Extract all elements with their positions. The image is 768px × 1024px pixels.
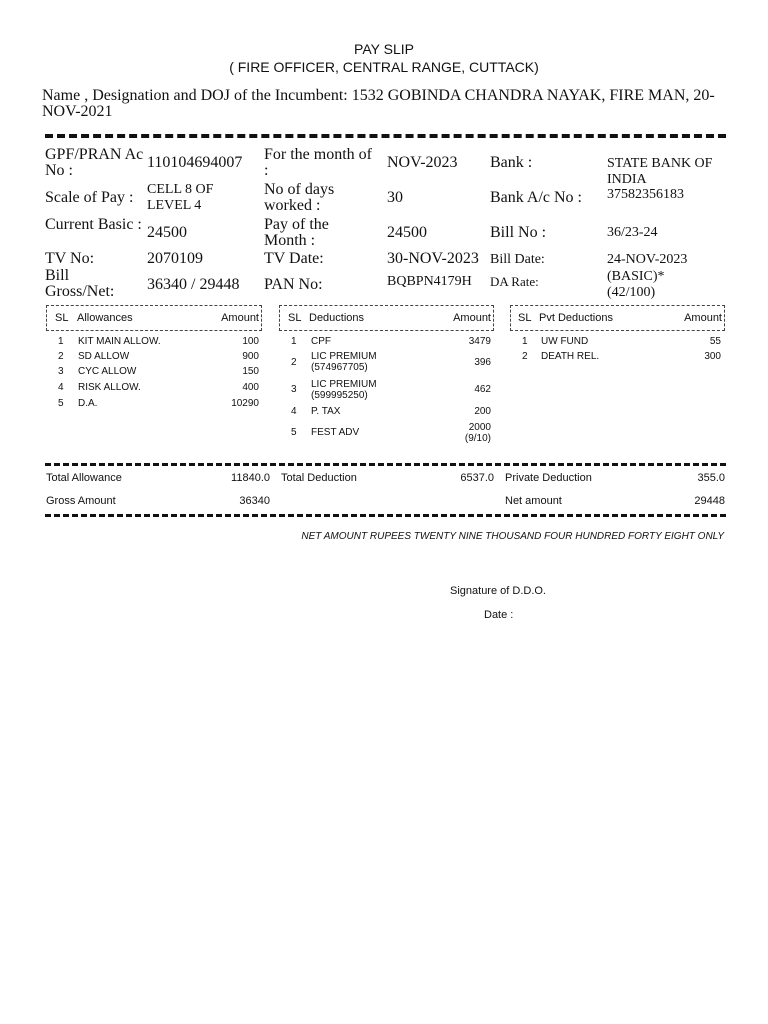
allowance-amount: 150 — [242, 366, 259, 377]
da-rate-label: DA Rate: — [490, 274, 539, 289]
pvt-deduction-name: UW FUND — [541, 336, 589, 347]
divider — [45, 514, 726, 517]
account-no-value: 37582356183 — [607, 187, 684, 202]
pvt-deduction-sl: 2 — [522, 351, 528, 362]
pvt-deductions-heading: Pvt Deductions — [539, 312, 613, 324]
deductions-heading: Deductions — [309, 312, 365, 324]
signature-label: Signature of D.D.O. — [450, 585, 546, 597]
bill-date-label: Bill Date: — [490, 252, 545, 267]
allowance-amount: 900 — [242, 351, 259, 362]
bill-gross-net-value: 36340 / 29448 — [147, 276, 240, 293]
allowance-name: SD ALLOW — [78, 351, 130, 362]
deduction-amount: 462 — [474, 384, 491, 395]
pay-value: 24500 — [387, 224, 427, 241]
amount-in-words: NET AMOUNT RUPEES TWENTY NINE THOUSAND FOUR HUNDRED FORTY EIGHT ONLY — [301, 531, 724, 542]
gpf-label: GPF/PRAN Ac No : — [45, 146, 144, 179]
deductions-header — [279, 305, 494, 331]
deduction-amount: 3479 — [468, 336, 491, 347]
divider — [45, 134, 726, 138]
deduction-sl: 4 — [291, 406, 297, 417]
date-label: Date : — [484, 609, 514, 621]
deduction-amount: 200 — [474, 406, 491, 417]
month-label: For the month of : — [264, 146, 372, 179]
deduction-sl: 5 — [291, 427, 297, 438]
allowance-name: KIT MAIN ALLOW. — [78, 336, 161, 347]
deduction-name: LIC PREMIUM (574967705) — [311, 351, 377, 373]
pvt-deduction-amount: 300 — [704, 351, 721, 362]
allowance-name: CYC ALLOW — [78, 366, 137, 377]
pvt-deduction-amount: 55 — [709, 336, 721, 347]
allowance-sl: 1 — [58, 336, 64, 347]
deduction-name: FEST ADV — [311, 427, 360, 438]
basic-label: Current Basic : — [45, 216, 142, 233]
deduction-sl: 2 — [291, 357, 297, 368]
pvt-deductions-header — [510, 305, 725, 331]
month-value: NOV-2023 — [387, 154, 458, 171]
scale-label: Scale of Pay : — [45, 189, 134, 206]
days-value: 30 — [387, 189, 403, 206]
total-deduction-label: Total Deduction — [281, 472, 357, 484]
allowance-sl: 2 — [58, 351, 64, 362]
tv-date-value: 30-NOV-2023 — [387, 250, 479, 267]
incumbent-details: Name , Designation and DOJ of the Incumbent: 1532 GOBINDA CHANDRA NAYAK, FIRE MAN, 20-NOV-2021 — [42, 87, 715, 120]
private-deduction-value: 355.0 — [697, 472, 725, 484]
bill-date-value: 24-NOV-2023 — [607, 252, 688, 267]
deduction-sl: 1 — [291, 336, 297, 347]
allowance-sl: 5 — [58, 398, 64, 409]
office-subtitle: ( FIRE OFFICER, CENTRAL RANGE, CUTTACK) — [229, 59, 539, 75]
pvt-deduction-name: DEATH REL. — [541, 351, 600, 362]
divider — [45, 463, 726, 466]
tv-no-value: 2070109 — [147, 250, 203, 267]
pvt-deduction-sl: 1 — [522, 336, 528, 347]
deduction-name: P. TAX — [311, 406, 341, 417]
da-rate-value: (BASIC)* (42/100) — [607, 269, 665, 300]
allowances-heading: Allowances — [77, 312, 133, 324]
pan-label: PAN No: — [264, 276, 323, 293]
bank-label: Bank : — [490, 154, 533, 171]
pan-value: BQBPN4179H — [387, 274, 472, 289]
allowances-header — [46, 305, 262, 331]
bill-no-value: 36/23-24 — [607, 225, 658, 240]
allowance-amount: 100 — [242, 336, 259, 347]
total-allowance-label: Total Allowance — [46, 472, 122, 484]
page-title: PAY SLIP — [354, 41, 414, 57]
net-amount-value: 29448 — [694, 495, 725, 507]
tv-no-label: TV No: — [45, 250, 95, 267]
allowance-name: RISK ALLOW. — [78, 382, 141, 393]
allowance-amount: 400 — [242, 382, 259, 393]
basic-value: 24500 — [147, 224, 187, 241]
deduction-sl: 3 — [291, 384, 297, 395]
account-no-label: Bank A/c No : — [490, 189, 582, 206]
scale-value: CELL 8 OF LEVEL 4 — [147, 182, 214, 213]
allowance-name: D.A. — [78, 398, 98, 409]
bill-gross-net-label: Bill Gross/Net: — [45, 267, 115, 300]
total-allowance-value: 11840.0 — [231, 472, 270, 484]
pvt-deductions-amount-header: Amount — [684, 312, 722, 324]
bill-no-label: Bill No : — [490, 224, 547, 241]
tv-date-label: TV Date: — [264, 250, 324, 267]
allowances-sl-header: SL — [55, 312, 69, 324]
gross-amount-value: 36340 — [239, 495, 270, 507]
deduction-amount: 2000 (9/10) — [464, 422, 491, 444]
allowance-amount: 10290 — [231, 398, 259, 409]
bank-value: STATE BANK OF INDIA — [607, 156, 713, 187]
pvt-deductions-sl-header: SL — [518, 312, 532, 324]
allowance-sl: 4 — [58, 382, 64, 393]
deduction-name: CPF — [311, 336, 331, 347]
pay-label: Pay of the Month : — [264, 216, 329, 249]
deductions-sl-header: SL — [288, 312, 302, 324]
allowance-sl: 3 — [58, 366, 64, 377]
deduction-amount: 396 — [474, 357, 491, 368]
total-deduction-value: 6537.0 — [460, 472, 494, 484]
gross-amount-label: Gross Amount — [46, 495, 116, 507]
days-label: No of days worked : — [264, 181, 335, 214]
allowances-amount-header: Amount — [221, 312, 259, 324]
private-deduction-label: Private Deduction — [505, 472, 592, 484]
deduction-name: LIC PREMIUM (599995250) — [311, 379, 377, 401]
deductions-amount-header: Amount — [453, 312, 491, 324]
gpf-value: 110104694007 — [147, 154, 243, 171]
net-amount-label: Net amount — [505, 495, 562, 507]
